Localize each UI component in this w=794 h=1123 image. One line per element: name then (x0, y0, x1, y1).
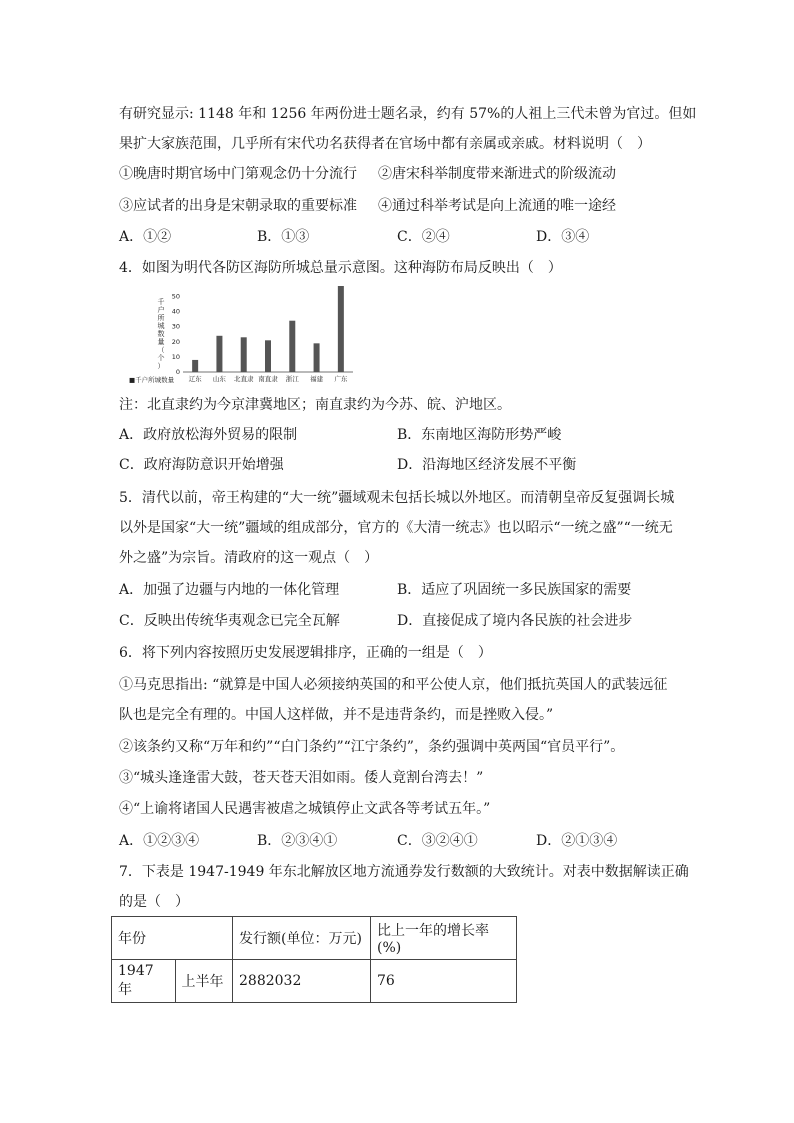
chart-bar (314, 343, 320, 372)
q3-option-c: C．②④ (397, 229, 450, 245)
q4-option-d: D．沿海地区经济发展不平衡 (397, 457, 577, 473)
table-row (112, 960, 517, 1003)
chart-y-tick-label: 40 (171, 307, 180, 316)
chart-y-axis-title-char: ） (157, 362, 165, 370)
table-cell-amount: 2882032 (233, 960, 371, 1003)
q3-option-d: D．③④ (536, 229, 590, 245)
q6-item-1b: 队也是完全有理的。中国人这样做，并不是违背条约，而是挫败入侵。” (119, 707, 554, 723)
chart-legend: ■千户所城数量 (129, 376, 175, 384)
chart-y-axis-title-char: 千 (157, 298, 165, 306)
q6-option-a: A．①②③④ (119, 833, 200, 849)
q6-item-2: ②该条约又称“万年和约”“白门条约”“江宁条约”，条约强调中英两国“官员平行”。 (119, 739, 625, 755)
chart-category-label: 浙江 (285, 375, 299, 383)
chart-y-tick-label: 0 (175, 368, 180, 376)
chart-bar (192, 360, 198, 372)
q4-stem: 4．如图为明代各防区海防所城总量示意图。这种海防布局反映出（ ） (119, 260, 562, 276)
chart-category-label: 广东 (334, 375, 348, 383)
q6-option-d: D．②①③④ (536, 833, 618, 849)
chart-bar (241, 337, 247, 372)
q7-text-line1: 7．下表是 1947-1949 年东北解放区地方流通券发行数额的大致统计。对表中数据解读正确 (119, 864, 689, 880)
table-cell-year: 1947 年 (112, 960, 176, 1003)
q3-item-4: ④通过科举考试是向上流通的唯一途经 (378, 198, 616, 214)
chart-category-label: 福建 (310, 375, 324, 383)
chart-y-axis-title-char: 量 (157, 338, 165, 346)
chart-category-label: 北直隶 (233, 375, 254, 383)
q5-text-line3: 外之盛”为宗旨。清政府的这一观点（ ） (119, 550, 379, 566)
q3-text-line2: 果扩大家族范围，几乎所有宋代功名获得者在官场中都有亲属或亲戚。材料说明（ ） (119, 136, 651, 152)
chart-y-tick-label: 10 (171, 352, 180, 361)
issuance-table (111, 916, 517, 1003)
chart-y-axis-title-char: 个 (157, 354, 165, 362)
bar-chart (125, 280, 357, 386)
chart-y-axis-title-char: 城 (157, 322, 165, 330)
q3-item-2: ②唐宋科举制度带来渐进式的阶级流动 (378, 166, 616, 182)
q6-stem: 6．将下列内容按照历史发展逻辑排序，正确的一组是（ ） (119, 645, 492, 661)
chart-category-label: 山东 (212, 375, 226, 383)
q6-item-4: ④“上谕将诸国人民遇害被虐之城镇停止文武各等考试五年。” (119, 801, 491, 817)
q7-text-line2: 的是（ ） (119, 894, 189, 910)
chart-y-tick-label: 30 (171, 322, 180, 331)
q5-text-line1: 5．清代以前，帝王构建的“大一统”疆域观未包括长城以外地区。而清朝皇帝反复强调长城 (119, 490, 675, 506)
q3-option-b: B．①③ (257, 229, 310, 245)
chart-y-axis-title (158, 297, 165, 370)
q6-item-1a: ①马克思指出: “就算是中国人必须接纳英国的和平公使人京，他们抵抗英国人的武装远征 (119, 677, 668, 693)
q6-option-b: B．②③④① (257, 833, 338, 849)
q4-note: 注：北直隶约为今京津冀地区；南直隶约为今苏、皖、沪地区。 (119, 397, 511, 413)
table-header-growth: 比上一年的增长率(%) (371, 917, 517, 960)
chart-y-axis-title-char: （ (157, 346, 165, 354)
chart-category-label: 辽东 (188, 375, 202, 383)
chart-bar (265, 340, 271, 372)
q3-item-3: ③应试者的出身是宋朝录取的重要标准 (119, 198, 357, 214)
chart-y-tick-label: 50 (171, 292, 180, 301)
table-header-row (112, 917, 517, 960)
q3-text-line1: 有研究显示: 1148 年和 1256 年两份进士题名录，约有 57%的人祖上三代未曾为官过。但如 (119, 106, 697, 122)
chart-bar (338, 286, 344, 372)
table-cell-growth: 76 (371, 960, 517, 1003)
q3-option-a: A．①② (119, 229, 172, 245)
table-header-amount: 发行额(单位：万元) (233, 917, 371, 960)
q5-option-c: C．反映出传统华夷观念已完全瓦解 (119, 613, 340, 629)
q4-option-b: B．东南地区海防形势严峻 (397, 427, 562, 443)
q5-option-a: A．加强了边疆与内地的一体化管理 (119, 582, 340, 598)
q5-text-line2: 以外是国家“大一统”疆域的组成部分，官方的《大清一统志》也以昭示“一统之盛”“一统无 (119, 520, 673, 536)
chart-bar (216, 336, 222, 372)
table-cell-period: 上半年 (175, 960, 232, 1003)
q6-option-c: C．③②④① (397, 833, 478, 849)
table-header-year: 年份 (112, 917, 233, 960)
chart-y-tick-label: 20 (171, 337, 180, 346)
q4-option-a: A．政府放松海外贸易的限制 (119, 427, 298, 443)
q5-option-b: B．适应了巩固统一多民族国家的需要 (397, 582, 632, 598)
chart-bar (289, 321, 295, 372)
chart-y-axis-title-char: 所 (157, 314, 165, 322)
q4-option-c: C．政府海防意识开始增强 (119, 457, 284, 473)
q3-item-1: ①晚唐时期官场中门第观念仍十分流行 (119, 166, 357, 182)
chart-y-axis-title-char: 户 (157, 306, 165, 314)
q6-item-3: ③“城头逢逢雷大鼓，苍天苍天泪如雨。倭人竟割台湾去！” (119, 770, 484, 786)
chart-y-axis-title-char: 数 (157, 330, 165, 338)
q5-option-d: D．直接促成了境内各民族的社会进步 (397, 613, 633, 629)
chart-category-label: 南直隶 (258, 375, 278, 383)
